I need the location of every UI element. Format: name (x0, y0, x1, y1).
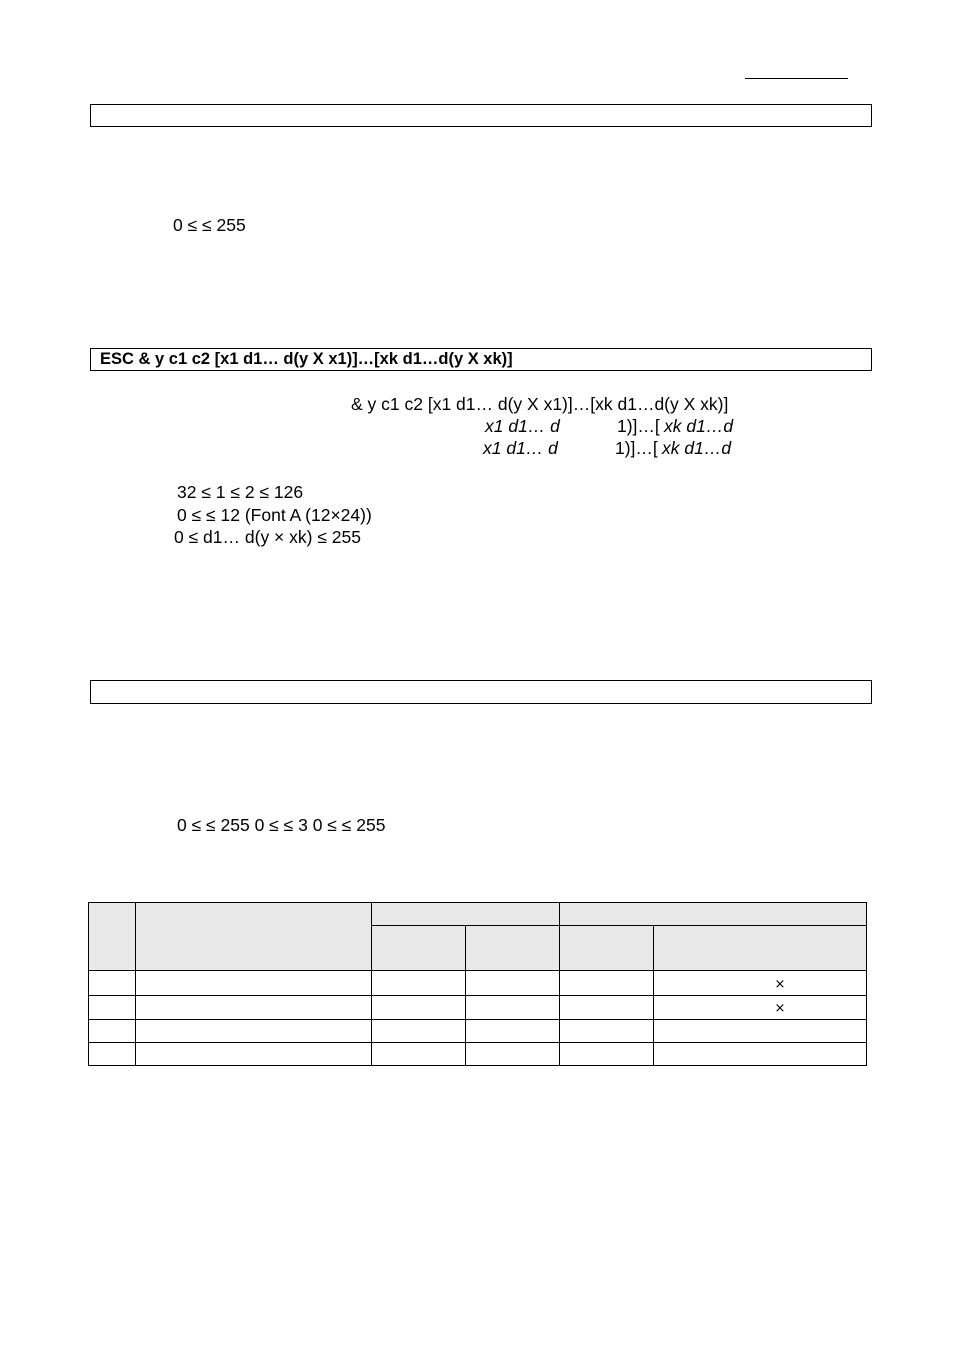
header-rule (745, 78, 848, 79)
section3-range: 0 ≤ ≤ 255 0 ≤ ≤ 3 0 ≤ ≤ 255 (177, 815, 386, 835)
times-mark: × (774, 1001, 786, 1016)
table-cell (372, 971, 466, 996)
section1-range: 0 ≤ ≤ 255 (173, 215, 246, 235)
header-cell (560, 903, 867, 926)
section-box-2 (90, 348, 872, 371)
table-row (89, 996, 867, 1020)
table-cell (654, 1020, 867, 1043)
table-cell (89, 996, 136, 1020)
table-cell (372, 996, 466, 1020)
table-cell (89, 971, 136, 996)
section2-range2: 0 ≤ ≤ 12 (Font A (12×24)) (177, 505, 372, 525)
table-cell (136, 1043, 372, 1066)
table-cell (89, 1020, 136, 1043)
table-cell (560, 1043, 654, 1066)
table-cell (654, 971, 867, 996)
table-cell (654, 996, 867, 1020)
table-row (89, 971, 867, 996)
section2-range3: 0 ≤ d1… d(y × xk) ≤ 255 (174, 527, 361, 547)
header-cell (560, 926, 654, 971)
table-cell (466, 996, 560, 1020)
table-cell (136, 1020, 372, 1043)
header-cell (372, 903, 560, 926)
times-mark: × (774, 976, 786, 992)
table-cell (136, 971, 372, 996)
header-cell (136, 903, 372, 971)
format-line: & y c1 c2 [x1 d1… d(y X x1)]…[xk d1…d(y X xk)] (351, 394, 729, 414)
header-cell (372, 926, 466, 971)
table-cell (466, 1020, 560, 1043)
section-box-1 (90, 104, 872, 127)
format-line3-c: xk d1…d (662, 438, 732, 458)
spec-table (88, 902, 867, 1066)
format-line2-c: xk d1…d (664, 416, 734, 436)
table-cell (372, 1020, 466, 1043)
format-line2-b: 1)]…[ (617, 416, 660, 436)
section-box-3 (90, 680, 872, 704)
table-cell (654, 1043, 867, 1066)
format-line2-a: x1 d1… d (485, 416, 560, 436)
table-header-row (89, 903, 867, 926)
table-cell (136, 996, 372, 1020)
table-cell (560, 971, 654, 996)
table-cell (560, 996, 654, 1020)
section2-range1: 32 ≤ 1 ≤ 2 ≤ 126 (177, 482, 304, 502)
header-cell (466, 926, 560, 971)
header-cell (89, 903, 136, 971)
section2-title: ESC & y c1 c2 [x1 d1… d(y X x1)]…[xk d1…d(y X xk)] (100, 350, 513, 368)
table-row (89, 1020, 867, 1043)
table-cell (372, 1043, 466, 1066)
table-cell (560, 1020, 654, 1043)
table-cell (89, 1043, 136, 1066)
format-line3-b: 1)]…[ (615, 438, 658, 458)
header-cell (654, 926, 867, 971)
table-cell (466, 971, 560, 996)
format-line3-a: x1 d1… d (483, 438, 558, 458)
table-cell (466, 1043, 560, 1066)
table-row (89, 1043, 867, 1066)
